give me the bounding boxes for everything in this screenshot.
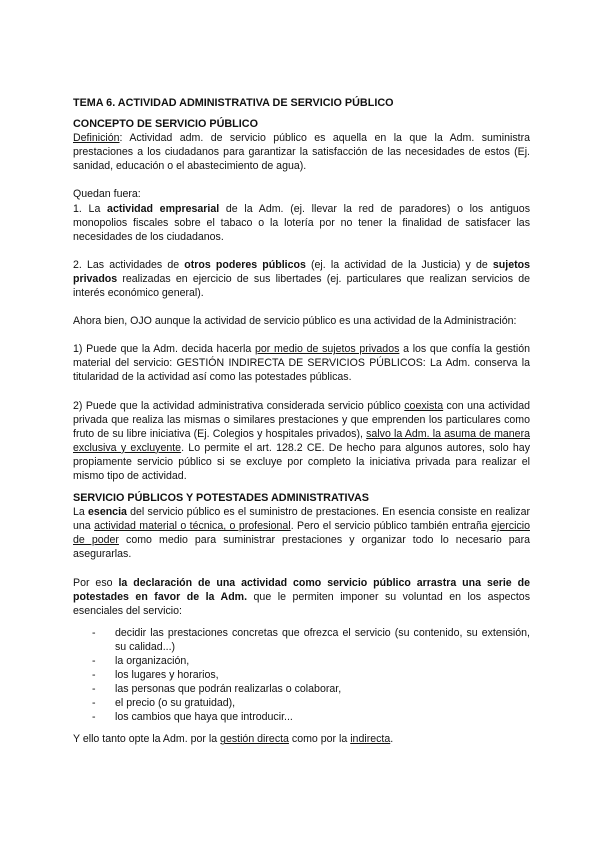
- underlined-run: ejercicio de poder: [73, 520, 530, 547]
- section-heading-concepto: CONCEPTO DE SERVICIO PÚBLICO: [73, 118, 258, 131]
- underlined-run: salvo la Adm. la asuma de manera exclusiva y excluyente: [73, 427, 530, 454]
- list-item-text: los cambios que haya que introducir...: [115, 711, 293, 724]
- text-run: como medio para suministrar prestaciones y organizar todo lo necesario para asegurarlas.: [73, 534, 530, 561]
- underlined-run: coexista: [404, 399, 444, 412]
- definition-paragraph: [73, 131, 530, 173]
- text-run: de la Adm. (ej. llevar la red de paradores) o los antiguos monopolios fiscales sobre el tabaco o la lotería por no tener la finalidad de satisfacer las necesidades de los ciudadanos.: [73, 202, 530, 243]
- bold-run: esencia: [88, 506, 127, 519]
- text-run: 2. Las actividades de: [73, 258, 185, 271]
- text-run: 1. La: [73, 202, 108, 215]
- definition-label: Definición: [73, 132, 120, 145]
- text-run: . Pero el servicio público también entraña: [290, 520, 492, 533]
- bold-run: la declaración de una actividad como servicio público arrastra una serie de potestades en favor de la Adm.: [73, 576, 531, 603]
- text-run: . Lo permite el art. 128.2 CE. De hecho para algunos autores, solo hay propiamente servicio público si se excluye por completo la iniciativa privada para realizar el mismo tipo de actividad.: [73, 441, 530, 482]
- dash-bullet: -: [92, 711, 96, 724]
- list-item: [92, 682, 530, 696]
- excluded-item-1: [73, 202, 530, 244]
- dash-bullet: -: [92, 626, 96, 639]
- text-run: que le permiten imponer su voluntad en los aspectos esenciales del servicio:: [73, 590, 530, 617]
- text-run: del servicio público es el suministro de prestaciones. En esencia consiste en realizar una: [73, 506, 530, 533]
- list-item: [92, 696, 530, 710]
- list-item-text: los lugares y horarios,: [115, 669, 219, 682]
- section-heading-potestades: SERVICIO PÚBLICOS Y POTESTADES ADMINISTRATIVAS: [73, 492, 369, 505]
- text-run: (ej. la actividad de la Justicia) y de: [305, 258, 493, 271]
- esencia-paragraph: [73, 505, 530, 561]
- potestades-paragraph: [73, 576, 530, 618]
- list-item-text: la organización,: [115, 655, 190, 667]
- dash-bullet: -: [92, 683, 96, 696]
- underlined-run: gestión directa: [220, 733, 289, 746]
- bold-run: actividad empresarial: [107, 202, 220, 215]
- text-run: La: [73, 506, 89, 519]
- underlined-run: actividad material o técnica, o profesional: [94, 520, 291, 533]
- definition-text: : Actividad adm. de servicio público es aquella en la que la Adm. suministra prestaciones a los ciudadanos para garantizar la satisfacción de las necesidades de estos (Ej. sanidad, educación o el abastecimiento de agua).: [73, 132, 530, 173]
- dash-bullet: -: [92, 655, 96, 667]
- text-run: Por eso: [73, 576, 119, 589]
- text-run: Y ello tanto opte la Adm. por la: [73, 733, 221, 746]
- text-run: como por la: [288, 733, 351, 746]
- text-run: 1) Puede que la Adm. decida hacerla: [73, 343, 256, 356]
- list-item-text: el precio (o su gratuidad),: [115, 697, 236, 710]
- text-run: realizadas en ejercicio de sus libertades (ej. particulares que realizan servicios de interés económico general).: [73, 272, 530, 300]
- document-title: TEMA 6. ACTIVIDAD ADMINISTRATIVA DE SERVICIO PÚBLICO: [73, 97, 394, 109]
- potestades-list: [73, 626, 530, 725]
- excluded-intro: Quedan fuera:: [73, 188, 141, 201]
- excluded-item-2: [73, 258, 530, 300]
- text-run: a los que confía la gestión material del servicio: GESTIÓN INDIRECTA DE SERVICIOS PÚBLICOS: La Adm. conserva la titularidad de la actividad así como las potestades públicas.: [73, 343, 530, 384]
- ojo-paragraph: Ahora bien, OJO aunque la actividad de servicio público es una actividad de la Administración:: [73, 315, 517, 328]
- text-run: .: [390, 733, 394, 746]
- dash-bullet: -: [92, 669, 96, 682]
- list-item-text: decidir las prestaciones concretas que ofrezca el servicio (su contenido, su extensión, su calidad...): [115, 626, 530, 653]
- final-paragraph: [73, 732, 530, 746]
- dash-bullet: -: [92, 697, 96, 710]
- text-run: con una actividad privada que realiza las mismas o similares prestaciones y que emprenden los particulares como fruto de su libre iniciativa (Ej. Colegios y hospitales privados),: [73, 399, 530, 440]
- list-item: [92, 710, 530, 724]
- underlined-run: indirecta: [350, 733, 391, 746]
- text-run: 2) Puede que la actividad administrativa considerada servicio público: [73, 399, 405, 412]
- ojo-item-1: [73, 342, 530, 384]
- list-item: [92, 668, 530, 682]
- list-item: [92, 626, 530, 654]
- ojo-item-2: [73, 399, 530, 484]
- underlined-run: por medio de sujetos privados: [255, 343, 400, 356]
- list-item: [92, 654, 530, 668]
- list-item-text: las personas que podrán realizarlas o colaborar,: [115, 683, 342, 696]
- bold-run: sujetos privados: [73, 258, 530, 285]
- document-page: [73, 96, 530, 747]
- bold-run: otros poderes públicos: [184, 258, 306, 271]
